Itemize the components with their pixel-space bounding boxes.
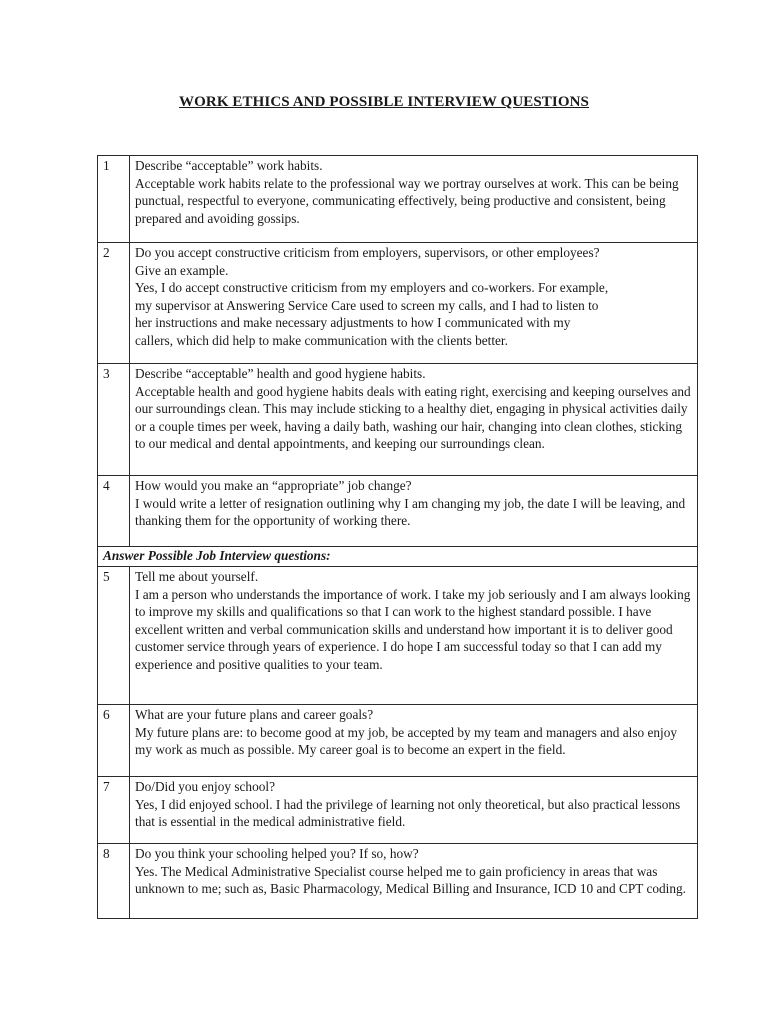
question-text: Do you think your schooling helped you? If so, how? [135, 846, 419, 861]
answer-text: Acceptable health and good hygiene habits deals with eating right, exercising and keeping ourselves and our surroundings clean. This may include sticking to a healthy diet, engaging in physical activities daily or a couple times per week, having a daily bath, washing our hair, changing into clean clothes, sticking to our medical and dental appointments, and keeping our surroundings clean. [135, 383, 691, 451]
question-text: Do you accept constructive criticism from employers, supervisors, or other employees? Give an example. [135, 245, 600, 278]
row-content [130, 777, 698, 844]
question-text: Do/Did you enjoy school? [135, 779, 275, 794]
question-text: What are your future plans and career goals? [135, 707, 374, 722]
table-row [98, 156, 698, 243]
interview-questions-table [97, 155, 698, 919]
answer-text: I am a person who understands the importance of work. I take my job seriously and I am always looking to improve my skills and qualifications so that I can work to the highest standard possible. I have excellent written and verbal communication skills and understand how important it is to deliver good customer service through years of experience. I do hope I am successful today so that I can add my experience and positive qualities to your team. [135, 586, 691, 672]
row-number: 5 [98, 567, 130, 705]
answer-text: Yes. The Medical Administrative Specialist course helped me to gain proficiency in areas that was unknown to me; such as, Basic Pharmacology, Medical Billing and Insurance, ICD 10 and CPT coding. [135, 863, 686, 896]
row-number: 7 [98, 777, 130, 844]
answer-text: Yes, I do accept constructive criticism from my employers and co-workers. For example, my supervisor at Answering Service Care used to screen my calls, and I had to listen to her instructions and make necessary adjustments to how I communicated with my callers, which did help to make communication with the clients better. [135, 280, 609, 348]
table-row [98, 567, 698, 705]
row-number: 8 [98, 844, 130, 919]
section-heading: Answer Possible Job Interview questions: [98, 547, 698, 567]
table-row [98, 777, 698, 844]
row-content [130, 364, 698, 476]
row-number: 2 [98, 243, 130, 364]
answer-text: My future plans are: to become good at my job, be accepted by my team and managers and also enjoy my work as much as possible. My career goal is to become an expert in the field. [135, 724, 678, 757]
row-content [130, 476, 698, 547]
answer-text: I would write a letter of resignation outlining why I am changing my job, the date I will be leaving, and thanking them for the opportunity of working there. [135, 495, 686, 528]
question-text: How would you make an “appropriate” job change? [135, 478, 412, 493]
table-row [98, 705, 698, 777]
question-text: Describe “acceptable” work habits. [135, 158, 323, 173]
row-content [130, 156, 698, 243]
question-text: Tell me about yourself. [135, 569, 259, 584]
table-row [98, 844, 698, 919]
row-number: 6 [98, 705, 130, 777]
table-row [98, 364, 698, 476]
table-row [98, 476, 698, 547]
section-row [98, 547, 698, 567]
row-content [130, 705, 698, 777]
row-content [130, 844, 698, 919]
row-number: 4 [98, 476, 130, 547]
document-title: WORK ETHICS AND POSSIBLE INTERVIEW QUESTIONS [179, 94, 589, 110]
question-text: Describe “acceptable” health and good hygiene habits. [135, 366, 426, 381]
row-content [130, 567, 698, 705]
answer-text: Yes, I did enjoyed school. I had the privilege of learning not only theoretical, but also practical lessons that is essential in the medical administrative field. [135, 796, 681, 829]
answer-text: Acceptable work habits relate to the professional way we portray ourselves at work. This can be being punctual, respectful to everyone, communicating effectively, being productive and consistent, being prepared and avoiding gossips. [135, 175, 679, 226]
row-number: 1 [98, 156, 130, 243]
table-row [98, 243, 698, 364]
row-content [130, 243, 698, 364]
row-number: 3 [98, 364, 130, 476]
